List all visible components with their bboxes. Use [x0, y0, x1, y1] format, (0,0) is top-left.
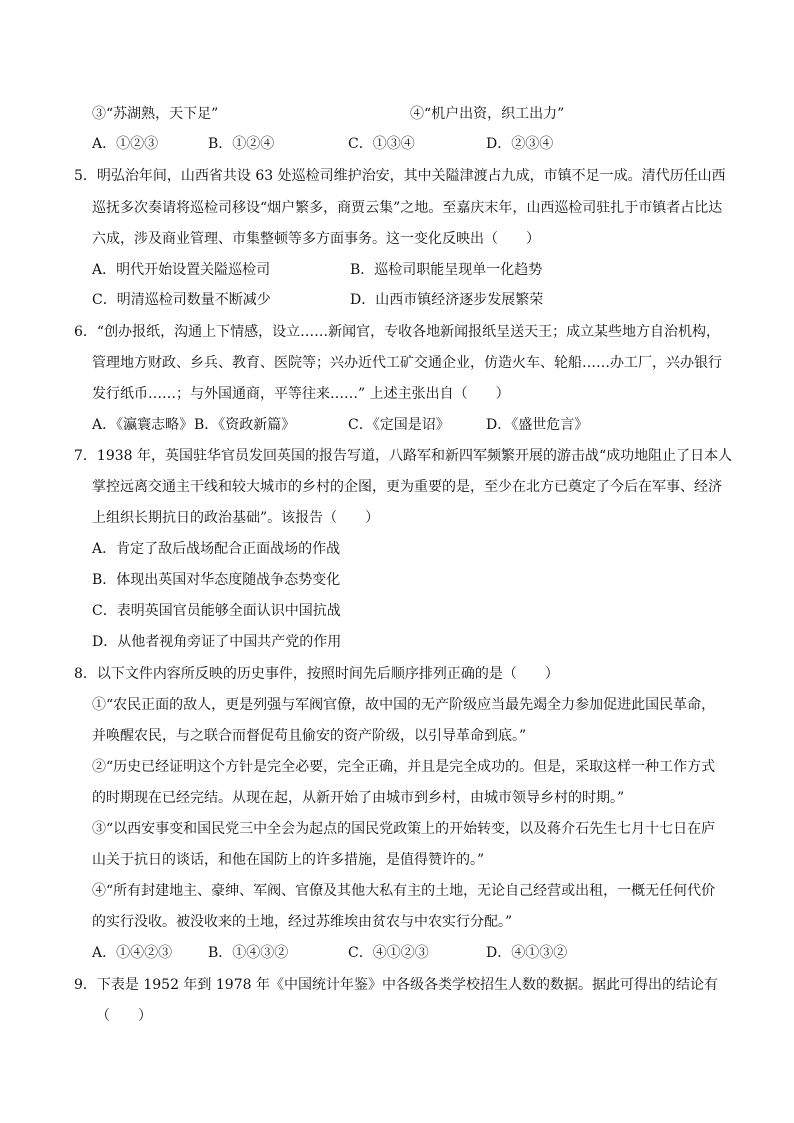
q8-item-line: 并唤醒农民，与之联合而督促苟且偷安的资产阶级，以引导革命到底。” [92, 728, 527, 744]
q4-item-3: ③“苏湖熟，天下足” [92, 106, 219, 122]
q7-option-b: B．体现出英国对华态度随战争态势变化 [92, 572, 341, 588]
q8-item-line: 的实行没收。被没收来的土地，经过苏维埃由贫农与中农实行分配。” [92, 914, 513, 930]
q4-option-d: D．②③④ [486, 136, 554, 152]
q5-option-d: D．山西市镇经济逐步发展繁荣 [350, 292, 544, 308]
q6-stem-line: 6．“创办报纸，沟通上下情感，设立……新闻官，专收各地新闻报纸呈送天王；成立某些地方自治机构， [74, 324, 721, 340]
q6-stem-line: 发行纸币……；与外国通商，平等往来……” 上述主张出自（ ） [92, 386, 510, 402]
q8-item-line: ③“以西安事变和国民党三中全会为起点的国民党政策上的开始转变，以及蒋介石先生七月十七日在庐 [92, 821, 716, 837]
q7-stem-line: 上组织长期抗日的政治基础”。该报告（ ） [92, 510, 380, 526]
q8-stem: 8．以下文件内容所反映的历史事件，按照时间先后顺序排列正确的是（ ） [74, 666, 559, 682]
q5-stem-line: 5．明弘治年间，山西省共设 63 处巡检司维护治安，其中关隘津渡占九成，市镇不足一成。清代历任山西 [74, 168, 726, 184]
q8-item-line: ①“农民正面的敌人，更是列强与军阀官僚，故中国的无产阶级应当最先竭全力参加促进此国民革命， [92, 697, 716, 713]
q8-option-d: D．④①③② [486, 945, 568, 961]
q8-item-line: 山关于抗日的谈话，和他在国防上的许多措施，是值得赞许的。” [92, 852, 485, 868]
q5-stem-line: 六成，涉及商业管理、市集整顿等多方面事务。这一变化反映出（ ） [92, 231, 540, 247]
q7-option-a: A．肯定了敌后战场配合正面战场的作战 [92, 541, 341, 557]
q5-option-b: B．巡检司职能呈现单一化趋势 [350, 262, 543, 278]
q6-stem-line: 管理地方财政、乡兵、教育、医院等；兴办近代工矿交通企业，仿造火车、轮船……办工厂，兴办银行 [92, 355, 722, 371]
q9-answer-blank: （ ） [96, 1008, 152, 1024]
q9-stem-line: 9．下表是 1952 年到 1978 年《中国统计年鉴》中各级各类学校招生人数的数据。据此可得出的结论有 [74, 977, 718, 993]
q8-item-line: ②“历史已经证明这个方针是完全必要，完全正确，并且是完全成功的。但是，采取这样一种工作方式 [92, 759, 716, 775]
q7-stem-line: 掌控远离交通主干线和较大城市的乡村的企图，更为重要的是，至少在北方已奠定了今后在军事、经济 [92, 479, 722, 495]
q6-option-d: D．《盛世危言》 [486, 417, 589, 433]
q7-stem-line: 7．1938 年，英国驻华官员发回英国的报告写道，八路军和新四军频繁开展的游击战“成功地阻止了日本人 [74, 448, 733, 464]
q6-option-b: B．《资政新篇》 [194, 417, 296, 433]
q8-item-line: ④“所有封建地主、豪绅、军阀、官僚及其他大私有主的土地，无论自己经营或出租，一概无任何代价 [92, 883, 716, 899]
q5-option-c: C．明清巡检司数量不断减少 [92, 292, 271, 308]
q8-option-c: C．④①②③ [348, 945, 429, 961]
q4-option-c: C．①③④ [348, 136, 415, 152]
q8-option-b: B．①④③② [208, 945, 289, 961]
q7-option-d: D．从他者视角旁证了中国共产党的作用 [92, 634, 342, 650]
q4-item-4: ④“机户出资，织工出力” [410, 106, 565, 122]
q8-item-line: 的时期现在已经完结。从现在起，从新开始了由城市到乡村，由城市领导乡村的时期。” [92, 790, 625, 806]
q7-option-c: C．表明英国官员能够全面认识中国抗战 [92, 603, 341, 619]
q6-option-a: A．《瀛寰志略》 [92, 417, 194, 433]
q4-option-b: B．①②④ [208, 136, 275, 152]
q4-option-a: A．①②③ [92, 136, 159, 152]
q6-option-c: C．《定国是诏》 [348, 417, 450, 433]
q5-option-a: A．明代开始设置关隘巡检司 [92, 262, 271, 278]
q8-option-a: A．①④②③ [92, 945, 173, 961]
q5-stem-line: 巡抚多次奏请将巡检司移设“烟户繁多，商贾云集”之地。至嘉庆末年，山西巡检司驻扎于市镇者占比达 [92, 200, 723, 216]
